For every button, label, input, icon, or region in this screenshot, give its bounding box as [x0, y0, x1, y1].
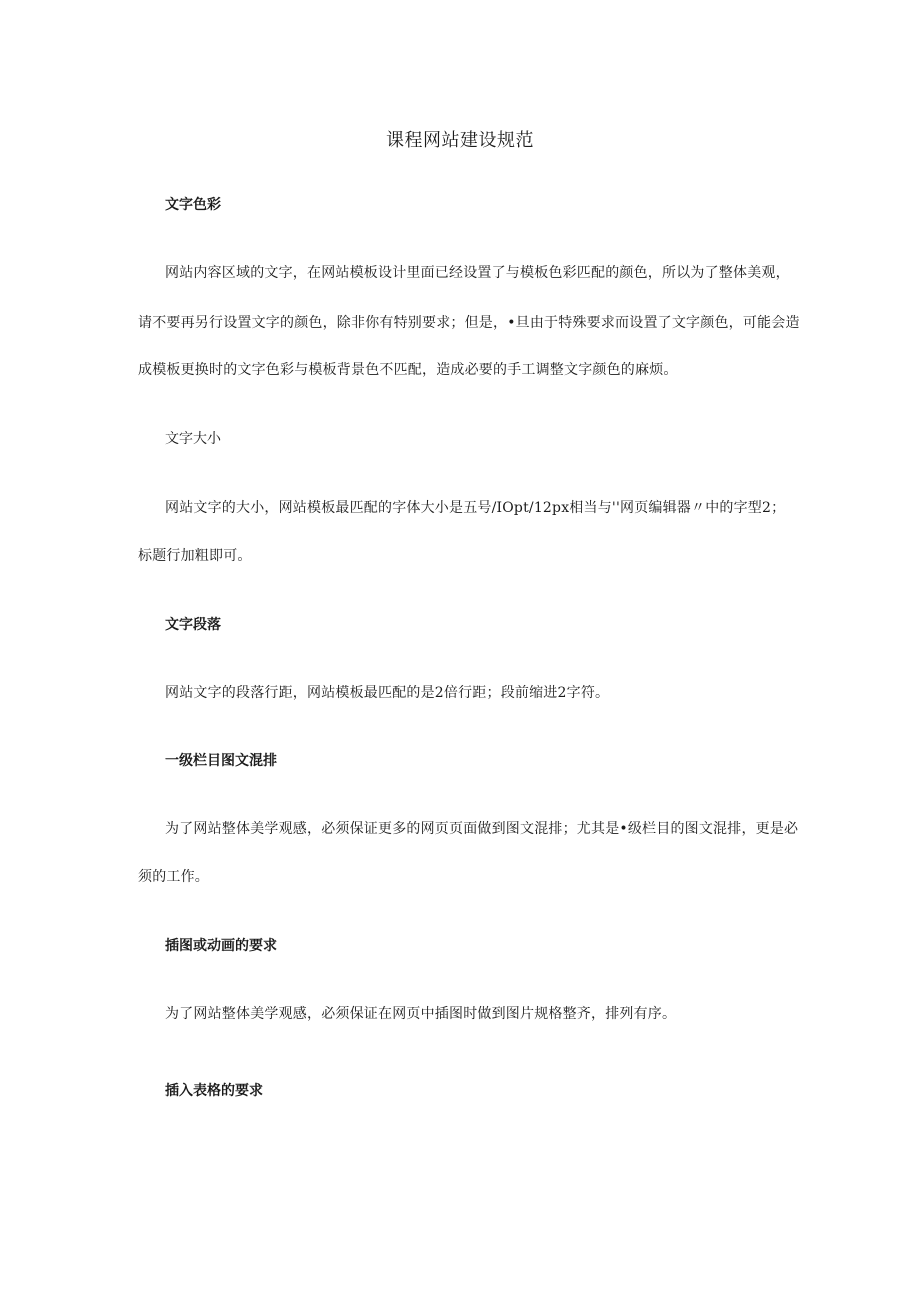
paragraph-line: 网站文字的段落行距，网站模板最匹配的是2倍行距；段前缩进2字符。 [165, 685, 610, 701]
paragraph-line: 标题行加粗即可。 [138, 548, 252, 564]
paragraph-line: 须的工作。 [138, 869, 209, 885]
section-heading-text-size: 文字大小 [165, 431, 221, 447]
page-title: 课程网站建设规范 [386, 130, 534, 151]
section-heading-mixed-layout: 一级栏目图文混排 [165, 753, 277, 769]
paragraph-line: 成模板更换时的文字色彩与模板背景色不匹配，造成必要的手工调整文字颜色的麻烦。 [138, 362, 678, 378]
section-heading-text-color: 文字色彩 [165, 197, 221, 213]
paragraph-line: 网站文字的大小，网站模板最匹配的字体大小是五号/IOpt/12px相当与''网页编辑器〃中的字型2； [165, 500, 786, 516]
paragraph-line: 为了网站整体美学观感，必须保证更多的网页页面做到图文混排；尤其是•级栏目的图文混排，更是必 [165, 821, 799, 837]
paragraph-line: 请不要再另行设置文字的颜色，除非你有特别要求；但是，•旦由于特殊要求而设置了文字颜色，可能会造 [138, 315, 800, 331]
section-heading-illustration: 插图或动画的要求 [165, 938, 277, 954]
section-heading-table: 插入表格的要求 [165, 1083, 263, 1099]
section-heading-text-paragraph: 文字段落 [165, 617, 221, 633]
paragraph-line: 网站内容区域的文字，在网站模板设计里面已经设置了与模板色彩匹配的颜色，所以为了整体美观， [165, 265, 790, 281]
paragraph-line: 为了网站整体美学观感，必须保证在网页中插图时做到图片规格整齐，排列有序。 [165, 1006, 677, 1022]
